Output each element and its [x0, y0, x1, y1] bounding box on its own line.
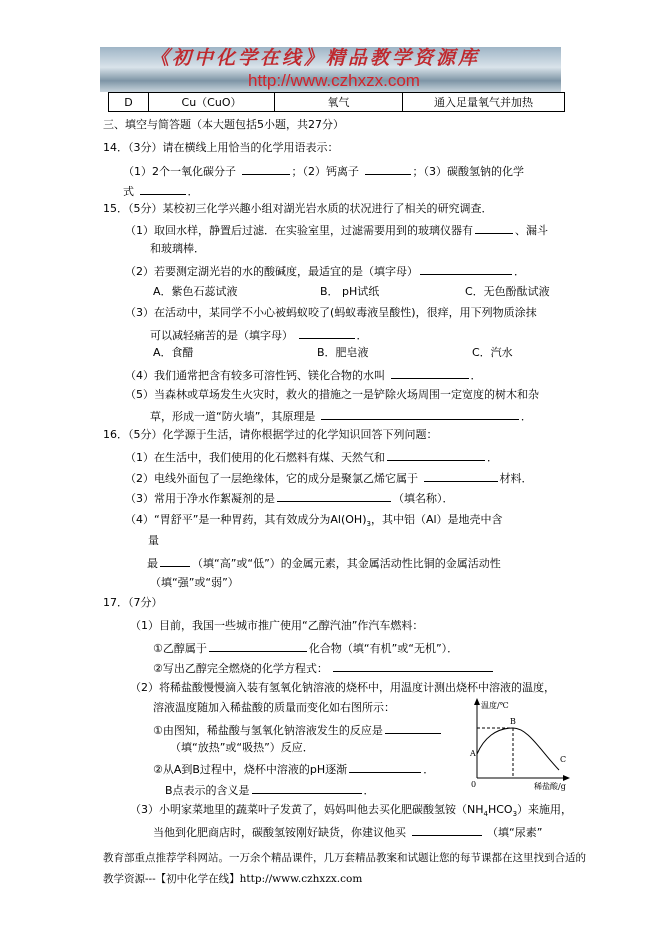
- table-cell: D: [109, 93, 149, 112]
- table-row: [109, 93, 565, 112]
- q17-p2-1-cont: （填“放热”或“吸热”）反应．: [170, 741, 314, 754]
- text: ．: [470, 369, 482, 382]
- text: HCO: [487, 803, 513, 816]
- text: ）来施用，: [517, 803, 573, 816]
- text: ，其中铝（Al）是地壳中含: [370, 513, 503, 526]
- origin-label: 0: [471, 780, 477, 789]
- answer-blank[interactable]: [333, 660, 493, 672]
- text: ②写出乙醇完全燃烧的化学方程式：: [153, 662, 328, 675]
- subscript: 3: [366, 520, 371, 529]
- q16-p3: [125, 490, 454, 506]
- text: ．: [514, 265, 525, 278]
- q17-p2-2-cont: [165, 782, 375, 798]
- answer-blank[interactable]: [160, 555, 190, 567]
- option: C．无色酚酞试液: [465, 285, 550, 298]
- footer-line2: 教学资源---【初中化学在线】http://www.czhxzx.com: [103, 873, 363, 885]
- option: B．肥皂液: [317, 346, 369, 359]
- text: （填名称）．: [393, 492, 454, 505]
- text: ①乙醇属于: [153, 642, 207, 655]
- text: 草，形成一道“防火墙”，其原理是: [150, 410, 316, 423]
- option: B． pH试纸: [320, 285, 380, 298]
- text: ．: [520, 410, 532, 423]
- q15-p5: （5）当森林或草场发生火灾时，救火的措施之一是铲除火场周围一定宽度的树木和杂: [125, 388, 539, 401]
- q16-p4: [125, 513, 503, 531]
- answer-blank[interactable]: [209, 640, 307, 652]
- table-cell: 通入足量氧气并加热: [403, 93, 565, 112]
- text: （填“尿素”: [487, 826, 543, 839]
- answer-blank[interactable]: [420, 263, 512, 275]
- text: （3）常用于净水作絮凝剂的是: [125, 492, 275, 505]
- q15-p3-cont: [150, 327, 368, 343]
- text: 当他到化肥商店时，碳酸氢铵刚好缺货，你建议他买: [153, 826, 406, 839]
- answer-blank[interactable]: [140, 183, 186, 195]
- answer-blank[interactable]: [299, 327, 355, 339]
- table-cell: Cu（CuO）: [149, 93, 275, 112]
- text: ；（2）钙离子: [291, 165, 359, 178]
- q17-p1: （1）目前，我国一些城市推广使用“乙醇汽油”作汽车燃料：: [130, 619, 424, 632]
- text: ①由图知，稀盐酸与氢氧化钠溶液发生的反应是: [153, 724, 383, 737]
- text: B点表示的含义是: [165, 784, 250, 797]
- text: （1）在生活中，我们使用的化石燃料有煤、天然气和: [125, 451, 385, 464]
- q15-p4: [125, 367, 482, 383]
- answer-blank[interactable]: [321, 408, 519, 420]
- text: 、漏斗: [515, 224, 548, 237]
- q17-p2-2: [153, 761, 434, 777]
- banner-url: http://www.czhxzx.com: [248, 71, 420, 90]
- subscript: 3: [512, 810, 518, 819]
- q15-heading: 15．（5分）某校初三化学兴趣小组对湖光岩水质的状况进行了相关的研究调查．: [103, 202, 493, 215]
- text: （3）小明家菜地里的蔬菜叶子发黄了，妈妈叫他去买化肥碳酸氢铵（NH: [130, 803, 484, 816]
- answer-blank[interactable]: [391, 367, 469, 379]
- temperature-curve: [477, 728, 559, 770]
- q15-p5-cont: [150, 408, 532, 424]
- q17-heading: 17．（7分）: [103, 596, 163, 609]
- section-heading: 三、填空与简答题（本大题包括5小题，共27分）: [103, 118, 344, 131]
- banner-title: 《初中化学在线》精品教学资源库: [150, 47, 481, 69]
- point-label-a: A: [470, 749, 476, 758]
- q17-p1-1: [153, 640, 458, 656]
- q17-p3-cont: [153, 824, 542, 840]
- answer-blank[interactable]: [385, 722, 441, 734]
- x-axis-arrow: [563, 775, 570, 781]
- site-banner: [100, 47, 561, 92]
- text: ．: [423, 763, 435, 776]
- q15-p2: [125, 263, 525, 279]
- text: 可以减轻痛苦的是（填字母）: [150, 329, 293, 342]
- temperature-graph: [462, 688, 572, 798]
- text: 材料．: [499, 472, 533, 485]
- text: 式: [123, 185, 134, 198]
- q17-p2-cont: 溶液温度随加入稀盐酸的质量而变化如右图所示：: [153, 701, 395, 714]
- text: ．: [187, 185, 199, 198]
- answer-table: [108, 92, 565, 112]
- q17-p2-1: [153, 722, 443, 738]
- answer-blank[interactable]: [252, 782, 362, 794]
- q14-line2: [123, 183, 199, 199]
- q16-p4-cont3: （填“强”或“弱”）: [150, 576, 239, 589]
- q15-p1-cont: 和玻璃棒．: [150, 242, 205, 255]
- q17-p3: [130, 803, 572, 821]
- point-label-b: B: [510, 717, 516, 726]
- answer-blank[interactable]: [242, 163, 290, 175]
- answer-blank[interactable]: [412, 824, 482, 836]
- option: C．汽水: [472, 346, 513, 359]
- point-label-c: C: [560, 755, 567, 764]
- text: 化合物（填“有机”或“无机”）．: [308, 642, 459, 655]
- y-axis-label: 温度/℃: [481, 701, 509, 710]
- q15-p1: [125, 222, 548, 238]
- text: （4）我们通常把含有较多可溶性钙、镁化合物的水叫: [125, 369, 385, 382]
- q16-p4-cont2: [147, 555, 501, 571]
- text: （填“高”或“低”）的金属元素，其金属活动性比铜的金属活动性: [192, 557, 501, 570]
- q16-p2: [125, 470, 533, 486]
- answer-blank[interactable]: [349, 761, 421, 773]
- text: ；（3）碳酸氢钠的化学: [412, 165, 524, 178]
- option: A．食醋: [153, 346, 194, 359]
- q17-p2: （2）将稀盐酸慢慢滴入装有氢氧化钠溶液的烧杯中，用温度计测出烧杯中溶液的温度，: [130, 681, 555, 694]
- answer-blank[interactable]: [365, 163, 411, 175]
- text: （2）电线外面包了一层绝缘体，它的成分是聚氯乙烯它属于: [125, 472, 418, 485]
- answer-blank[interactable]: [277, 490, 391, 502]
- text: ．: [363, 784, 375, 797]
- answer-blank[interactable]: [387, 449, 485, 461]
- text: ．: [356, 329, 368, 342]
- x-axis-label: 稀盐酸/g: [534, 782, 566, 791]
- q15-p3: （3）在活动中，某同学不小心被蚂蚁咬了(蚂蚁毒液呈酸性)，很痒，用下列物质涂抹: [125, 306, 537, 319]
- subscript: 4: [483, 810, 488, 819]
- option: A．紫色石蕊试液: [153, 285, 238, 298]
- text: （1）取回水样，静置后过滤．在实验室里，过滤需要用到的玻璃仪器有: [125, 224, 473, 237]
- text: （4）“胃舒平”是一种胃药，其有效成分为Al(OH): [125, 513, 367, 526]
- text: 最: [147, 557, 158, 570]
- answer-blank[interactable]: [424, 470, 498, 482]
- table-cell: 氧气: [275, 93, 403, 112]
- q17-p1-2: [153, 660, 495, 676]
- q16-p1: [125, 449, 498, 465]
- text: ②从A到B过程中，烧杯中溶液的pH逐渐: [153, 763, 348, 776]
- q14-heading: 14．（3分）请在横线上用恰当的化学用语表示：: [103, 141, 339, 154]
- q14-line1: [123, 163, 524, 179]
- text: （1）2个一氧化碳分子: [123, 165, 236, 178]
- text: ．: [487, 451, 498, 464]
- text: （2）若要测定湖光岩的水的酸碱度，最适宜的是（填字母）: [125, 265, 418, 278]
- y-axis-arrow: [474, 698, 480, 705]
- footer-line1: 教育部重点推荐学科网站。一万余个精品课件，几万套精品教案和试题让您的每节课都在这里找到合适的: [103, 852, 586, 864]
- q16-p4-cont: 量: [148, 534, 159, 547]
- q16-heading: 16．（5分）化学源于生活，请你根据学过的化学知识回答下列问题：: [103, 428, 438, 441]
- answer-blank[interactable]: [475, 222, 513, 234]
